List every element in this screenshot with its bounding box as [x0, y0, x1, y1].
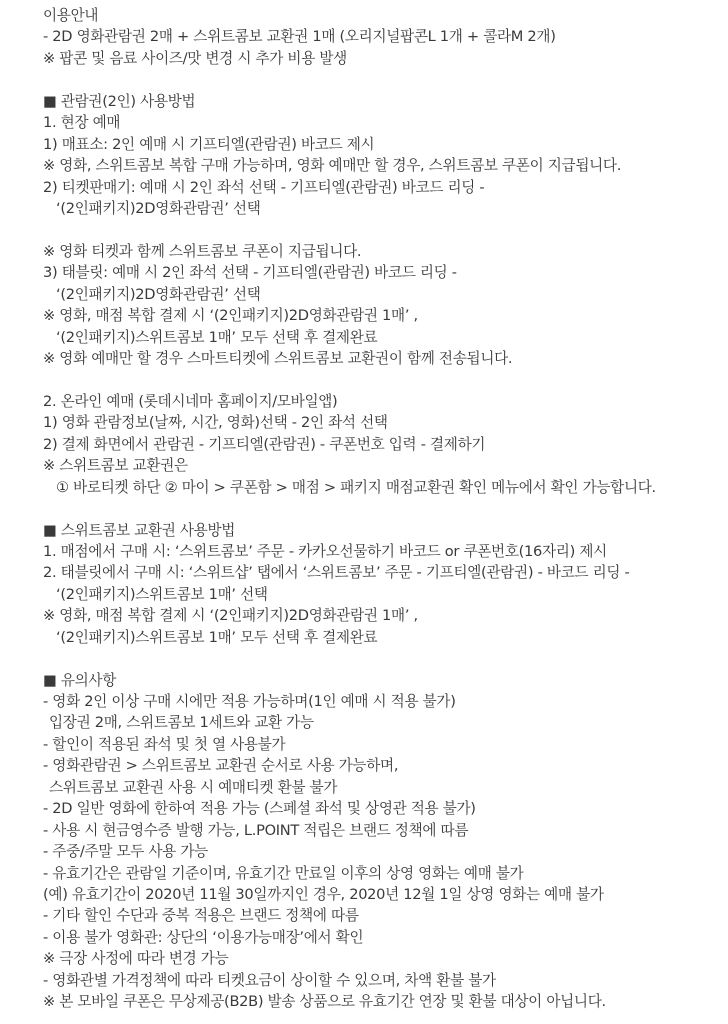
section-heading: ■ 유의사항 — [43, 671, 117, 689]
text-line: 2) 티켓판매기: 예매 시 2인 좌석 선택 - 기프티엘(관람권) 바코드 리딩 - — [43, 178, 485, 196]
section-heading: ■ 관람권(2인) 사용방법 — [43, 92, 196, 110]
text-line: 1) 매표소: 2인 예매 시 기프티엘(관람권) 바코드 제시 — [43, 135, 375, 153]
spacer — [43, 648, 728, 669]
note-line: ※ 영화, 매점 복합 결제 시 ‘(2인패키지)2D영화관람권 1매’ , — [43, 307, 418, 325]
spacer — [43, 369, 728, 390]
text-line: (예) 유효기간이 2020년 11월 30일까지인 경우, 2020년 12월 1일 상영 영화는 예매 불가 — [43, 885, 604, 903]
text-line: ‘(2인패키지)스위트콤보 1매’ 모두 선택 후 결제완료 — [56, 628, 378, 646]
note-line: ※ 영화 예매만 할 경우 스마트티켓에 스위트콤보 교환권이 함께 전송됩니다. — [43, 350, 513, 367]
text-line: 스위트콤보 교환권 사용 시 예매티켓 환불 불가 — [49, 778, 338, 796]
text-line: ‘(2인패키지)스위트콤보 1매’ 선택 — [56, 585, 268, 603]
text-line: ① 바로티켓 하단 ② 마이 > 쿠폰함 > 매점 > 패키지 매점교환권 확인 메뉴에서 확인 가능합니다. — [56, 478, 656, 496]
note-line: ※ 영화, 매점 복합 결제 시 ‘(2인패키지)2D영화관람권 1매’ , — [43, 607, 418, 625]
text-line: 2. 온라인 예매 (롯데시네마 홈페이지/모바일앱) — [43, 392, 338, 410]
text-line: ‘(2인패키지)2D영화관람권’ 선택 — [56, 199, 261, 217]
text-line: - 할인이 적용된 좌석 및 첫 열 사용불가 — [43, 735, 286, 753]
text-line: 1. 매점에서 구매 시: ‘스위트콤보’ 주문 - 카카오선물하기 바코드 or 쿠폰번호(16자리) 제시 — [43, 542, 607, 560]
text-line: - 2D 일반 영화에 한하여 적용 가능 (스페셜 좌석 및 상영관 적용 불가) — [43, 800, 476, 818]
note-line: ※ 영화 티켓과 함께 스위트콤보 쿠폰이 지급됩니다. — [43, 242, 362, 260]
text-line: 입장권 2매, 스위트콤보 1세트와 교환 가능 — [49, 714, 314, 732]
note-line: ※ 극장 사정에 따라 변경 가능 — [43, 950, 229, 968]
text-line: - 유효기간은 관람일 기준이며, 유효기간 만료일 이후의 상영 영화는 예매 불가 — [43, 864, 524, 882]
text-line: - 2D 영화관람권 2매 + 스위트콤보 교환권 1매 (오리지널팝콘L 1개 + 콜라M 2개) — [43, 28, 556, 46]
text-line: - 사용 시 현금영수증 발행 가능, L.POINT 적립은 브랜드 정책에 따름 — [43, 821, 469, 839]
note-line: ※ 영화, 스위트콤보 복합 구매 가능하며, 영화 예매만 할 경우, 스위트콤보 쿠폰이 지급됩니다. — [43, 157, 622, 175]
text-line: 1) 영화 관람정보(날짜, 시간, 영화)선택 - 2인 좌석 선택 — [43, 414, 388, 432]
text-line: - 영화관람권 > 스위트콤보 교환권 순서로 사용 가능하며, — [43, 757, 399, 775]
section-title: 이용안내 — [43, 7, 99, 24]
note-line: ※ 본 모바일 쿠폰은 무상제공(B2B) 발송 상품으로 유효기간 연장 및 환불 대상이 아닙니다. — [43, 993, 606, 1011]
text-line: 2. 태블릿에서 구매 시: ‘스위트샵’ 탭에서 ‘스위트콤보’ 주문 - 기프티엘(관람권) - 바코드 리딩 - — [43, 564, 630, 582]
text-line: 2) 결제 화면에서 관람권 - 기프티엘(관람권) - 쿠폰번호 입력 - 결제하기 — [43, 435, 486, 453]
text-line: - 주중/주말 모두 사용 가능 — [43, 843, 208, 861]
text-line: ‘(2인패키지)2D영화관람권’ 선택 — [56, 285, 261, 303]
text-line: - 영화 2인 이상 구매 시에만 적용 가능하며(1인 예매 시 적용 불가) — [43, 693, 456, 710]
spacer — [43, 219, 728, 240]
note-line: ※ 팝콘 및 음료 사이즈/맛 변경 시 추가 비용 발생 — [43, 49, 347, 67]
text-line: 3) 태블릿: 예매 시 2인 좌석 선택 - 기프티엘(관람권) 바코드 리딩 - — [43, 264, 457, 282]
note-line: ※ 스위트콤보 교환권은 — [43, 457, 188, 475]
text-line: - 이용 불가 영화관: 상단의 ‘이용가능매장’에서 확인 — [43, 928, 364, 946]
text-line: 1. 현장 예매 — [43, 114, 121, 132]
text-line: - 영화관별 가격정책에 따라 티켓요금이 상이할 수 있으며, 차액 환불 불가 — [43, 971, 496, 989]
section-heading: ■ 스위트콤보 교환권 사용방법 — [43, 521, 236, 539]
text-line: - 기타 할인 수단과 중복 적용은 브랜드 정책에 따름 — [43, 907, 359, 925]
spacer — [43, 498, 728, 519]
spacer — [43, 69, 728, 90]
text-line: ‘(2인패키지)스위트콤보 1매’ 모두 선택 후 결제완료 — [56, 328, 378, 346]
